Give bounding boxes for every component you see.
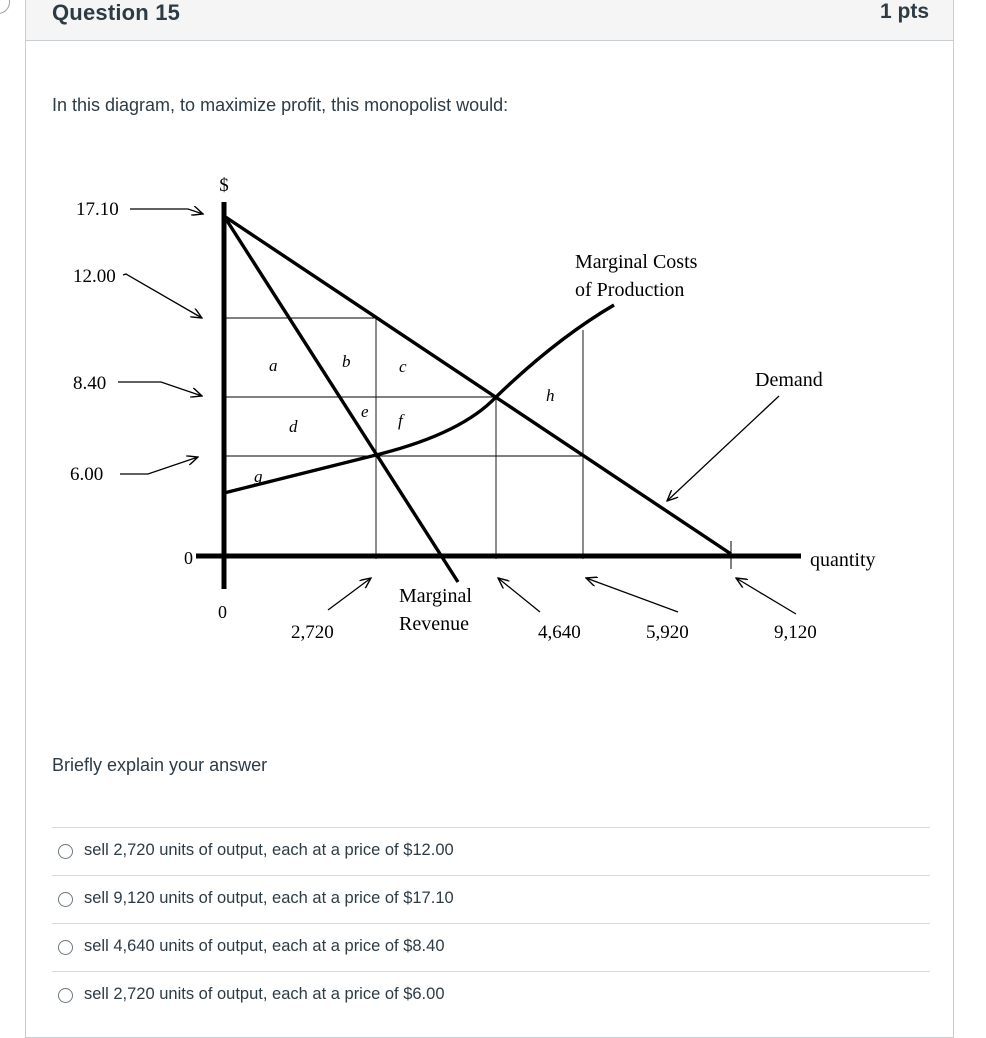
question-header xyxy=(26,0,953,41)
quantity-label-4640: 4,640 xyxy=(538,622,581,643)
mc-label-line2: of Production xyxy=(575,279,685,301)
arrow-2720 xyxy=(328,578,371,610)
arrow-8-40 xyxy=(118,382,202,396)
quantity-label-2720: 2,720 xyxy=(291,622,334,643)
answer-label: sell 2,720 units of output, each at a price of $12.00 xyxy=(84,841,454,859)
arrow-4640 xyxy=(498,578,540,612)
explain-prompt: Briefly explain your answer xyxy=(52,755,268,775)
arrow-9120 xyxy=(736,578,796,614)
answer-option-2[interactable] xyxy=(52,875,930,923)
arrow-17-10 xyxy=(130,209,203,214)
radio-button[interactable] xyxy=(58,892,73,907)
quantity-axis-label: quantity xyxy=(810,549,876,571)
answer-list xyxy=(52,827,930,1019)
area-label-g: g xyxy=(254,467,263,486)
mr-label-line1: Marginal xyxy=(399,585,472,607)
answer-option-3[interactable] xyxy=(52,923,930,971)
marginal-revenue-curve xyxy=(224,216,458,582)
question-points: 1 pts xyxy=(879,0,929,23)
answer-label: sell 2,720 units of output, each at a price of $6.00 xyxy=(84,985,445,1003)
grid-lines xyxy=(224,318,583,559)
marginal-cost-curve xyxy=(224,305,614,493)
demand-pointer-arrow xyxy=(667,396,779,501)
arrow-5920 xyxy=(586,578,678,612)
question-text: In this diagram, to maximize profit, this monopolist would: xyxy=(52,95,509,115)
radio-button[interactable] xyxy=(58,940,73,955)
price-label-6-00: 6.00 xyxy=(70,464,104,485)
answer-label: sell 4,640 units of output, each at a price of $8.40 xyxy=(84,937,445,955)
radio-button[interactable] xyxy=(58,844,73,859)
area-label-h: h xyxy=(546,386,555,405)
area-label-e: e xyxy=(361,402,369,421)
zero-x-label: 0 xyxy=(218,602,227,622)
answer-option-1[interactable] xyxy=(52,827,930,875)
answer-label: sell 9,120 units of output, each at a price of $17.10 xyxy=(84,889,454,907)
mc-label-line1: Marginal Costs xyxy=(575,251,698,273)
answer-option-4[interactable] xyxy=(52,971,930,1019)
price-label-12-00: 12.00 xyxy=(73,266,116,287)
quantity-label-5920: 5,920 xyxy=(646,622,689,643)
area-label-a: a xyxy=(269,356,278,375)
area-label-b: b xyxy=(342,352,351,371)
question-card xyxy=(25,0,954,1038)
previous-question-indicator xyxy=(0,0,10,14)
radio-button[interactable] xyxy=(58,988,73,1003)
quantity-label-9120: 9,120 xyxy=(774,622,817,643)
area-label-f: f xyxy=(398,411,403,430)
demand-label: Demand xyxy=(755,369,823,391)
price-label-8-40: 8.40 xyxy=(73,373,107,394)
arrow-6-00 xyxy=(120,457,198,474)
monopoly-diagram xyxy=(66,164,886,654)
price-label-17-10: 17.10 xyxy=(76,199,119,220)
area-label-c: c xyxy=(399,357,407,376)
zero-y-label: 0 xyxy=(184,548,193,568)
area-label-d: d xyxy=(289,417,298,436)
arrow-12-00 xyxy=(123,274,202,318)
mr-label-line2: Revenue xyxy=(399,613,469,635)
y-axis-symbol: $ xyxy=(219,175,229,196)
question-title: Question 15 xyxy=(52,0,181,25)
